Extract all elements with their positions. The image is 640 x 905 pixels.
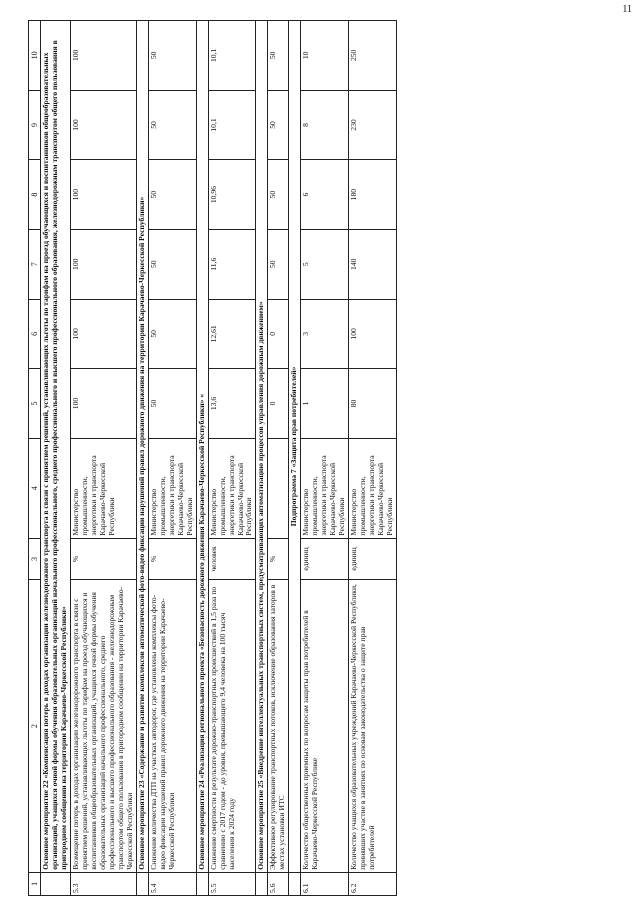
value-cell: 100 [71, 160, 137, 230]
indicator-name: Количество учащихся образовательных учреждений Карачаево-Черкесской Республики, принявших участие в занятиях по основам законодательства о защите прав потребителей [348, 580, 396, 872]
value-cell: 6 [301, 160, 349, 230]
value-cell: 50 [268, 21, 289, 91]
executor-cell: Министерство промышленности, энергетики и транспорта Карачаево-Черкесской Республики [301, 438, 349, 538]
section-title: Основное мероприятие 23 «Содержание и развитие комплексов автоматической фото-видео фиксации нарушений правил дорожного движения на территории Карачаево-Черкесской Республики» [136, 21, 148, 873]
header-cell: 3 [29, 538, 41, 580]
value-cell: 13,6 [208, 369, 256, 439]
value-cell: 50 [268, 90, 289, 160]
header-cell: 8 [29, 160, 41, 230]
header-cell: 1 [29, 872, 41, 895]
table-row [301, 21, 349, 896]
unit-cell: % [71, 538, 137, 580]
section-row [289, 21, 301, 896]
value-cell: 100 [71, 299, 137, 369]
value-cell: 11,6 [208, 229, 256, 299]
value-cell: 100 [71, 90, 137, 160]
value-cell: 10,1 [208, 90, 256, 160]
executor-cell: Министерство промышленности, энергетики и транспорта Карачаево-Черкесской Республики [348, 438, 396, 538]
header-row [29, 21, 41, 896]
page-number: 11 [622, 4, 632, 15]
value-cell: 100 [71, 21, 137, 91]
unit-cell: единиц [301, 538, 349, 580]
indicator-name: Возмещение потерь в доходах организации железнодорожного транспорта в связи с принятием решений, устанавливающих льготы по тарифам на проезд обучающихся и воспитанников общеобразовательных организаций, учащихся очной формы обучения образовательных организаций начального профессионального, среднего профессионального и высшего профессионального образования - железнодорожным транспортом общего пользования в пригородном сообщении на территории Карачаево-Черкесской Республики [71, 580, 137, 872]
value-cell: 0 [268, 299, 289, 369]
row-number: 5.4 [148, 872, 196, 895]
table-row [71, 21, 137, 896]
value-cell: 250 [348, 21, 396, 91]
value-cell: 80 [348, 369, 396, 439]
table-row [348, 21, 396, 896]
row-number: 5.6 [268, 872, 289, 895]
unit-cell: человек [208, 538, 256, 580]
indicator-name: Количество общественных приемных по вопросам защиты прав потребителей в Карачаево-Черкесской Республике [301, 580, 349, 872]
executor-cell: Министерство промышленности, энергетики и транспорта Карачаево-Черкесской Республики [208, 438, 256, 538]
section-row [41, 21, 71, 896]
value-cell: 50 [148, 229, 196, 299]
value-cell: 50 [148, 299, 196, 369]
section-row [136, 21, 148, 896]
value-cell: 5 [301, 229, 349, 299]
value-cell: 50 [148, 21, 196, 91]
value-cell: 230 [348, 90, 396, 160]
section-row [196, 21, 208, 896]
value-cell: 10 [301, 21, 349, 91]
page-content [28, 20, 628, 896]
row-number: 5.3 [71, 872, 137, 895]
value-cell: 0 [268, 369, 289, 439]
value-cell: 100 [71, 229, 137, 299]
value-cell: 8 [301, 90, 349, 160]
section-title: Основное мероприятие 24 «Реализация регионального проекта «Безопасность дорожного движения Карачаево-Черкесской Республики» « [196, 21, 208, 873]
indicators-table [28, 20, 397, 896]
header-cell: 2 [29, 580, 41, 872]
row-number: 5.5 [208, 872, 256, 895]
header-cell: 4 [29, 438, 41, 538]
header-cell: 7 [29, 229, 41, 299]
section-row [256, 21, 268, 896]
value-cell: 50 [148, 90, 196, 160]
value-cell: 50 [268, 229, 289, 299]
row-number: 6.2 [348, 872, 396, 895]
value-cell: 12,61 [208, 299, 256, 369]
indicator-name: Снижение смертности в результате дорожно-транспортных происшествий в 1,5 раза по сравнению с 2017 годом - до уровня, превышающего 9,4 человека на 100 тысяч населения к 2024 году [208, 580, 256, 872]
value-cell: 140 [348, 229, 396, 299]
executor-cell: Министерство промышленности, энергетики и транспорта Карачаево-Черкесской Республики [148, 438, 196, 538]
section-title: Подпрограмма 7 «Защита прав потребителей» [289, 21, 301, 873]
unit-cell: % [148, 538, 196, 580]
header-cell: 10 [29, 21, 41, 91]
table-row [208, 21, 256, 896]
row-number: 6.1 [301, 872, 349, 895]
section-title: Основное мероприятие 22 «Компенсация потерь в доходах организации железнодорожного транспорта в связи с принятием решений, устанавливающих льготы по тарифам на проезд обучающихся и воспитанников общеобразовательных организаций, учащихся очной формы обучения образовательных организаций начального профессионального, среднего профессионального и высшего профессионального образования, железнодорожным транспортом общего пользования в пригородном сообщении на территории Карачаево-Черкесской Республики» [41, 21, 71, 873]
executor-cell [268, 438, 289, 538]
table-row [268, 21, 289, 896]
rotated-table-wrapper [28, 20, 628, 896]
executor-cell: Министерство промышленности, энергетики и транспорта Карачаево-Черкесской Республики [71, 438, 137, 538]
header-cell: 9 [29, 90, 41, 160]
table-row [148, 21, 196, 896]
value-cell: 10,96 [208, 160, 256, 230]
value-cell: 3 [301, 299, 349, 369]
unit-cell: % [268, 538, 289, 580]
value-cell: 50 [148, 369, 196, 439]
section-title: Основное мероприятие 25 «Внедрение интеллектуальных транспортных систем, предусматривающих автоматизацию процессов управления дорожным движением» [256, 21, 268, 873]
value-cell: 180 [348, 160, 396, 230]
header-cell: 6 [29, 299, 41, 369]
value-cell: 100 [71, 369, 137, 439]
header-cell: 5 [29, 369, 41, 439]
indicator-name: Эффективное регулирование транспортных потоков, исключение образования заторов в местах установки ИТС [268, 580, 289, 872]
value-cell: 50 [268, 160, 289, 230]
value-cell: 50 [148, 160, 196, 230]
indicator-name: Снижение количества ДТП на участках автодорог, где установлены комплексы фото-видео фиксации нарушений правил дорожного движения на территории Карачаево-Черкесской Республики [148, 580, 196, 872]
unit-cell: единиц [348, 538, 396, 580]
value-cell: 100 [348, 299, 396, 369]
value-cell: 10,1 [208, 21, 256, 91]
value-cell: 1 [301, 369, 349, 439]
